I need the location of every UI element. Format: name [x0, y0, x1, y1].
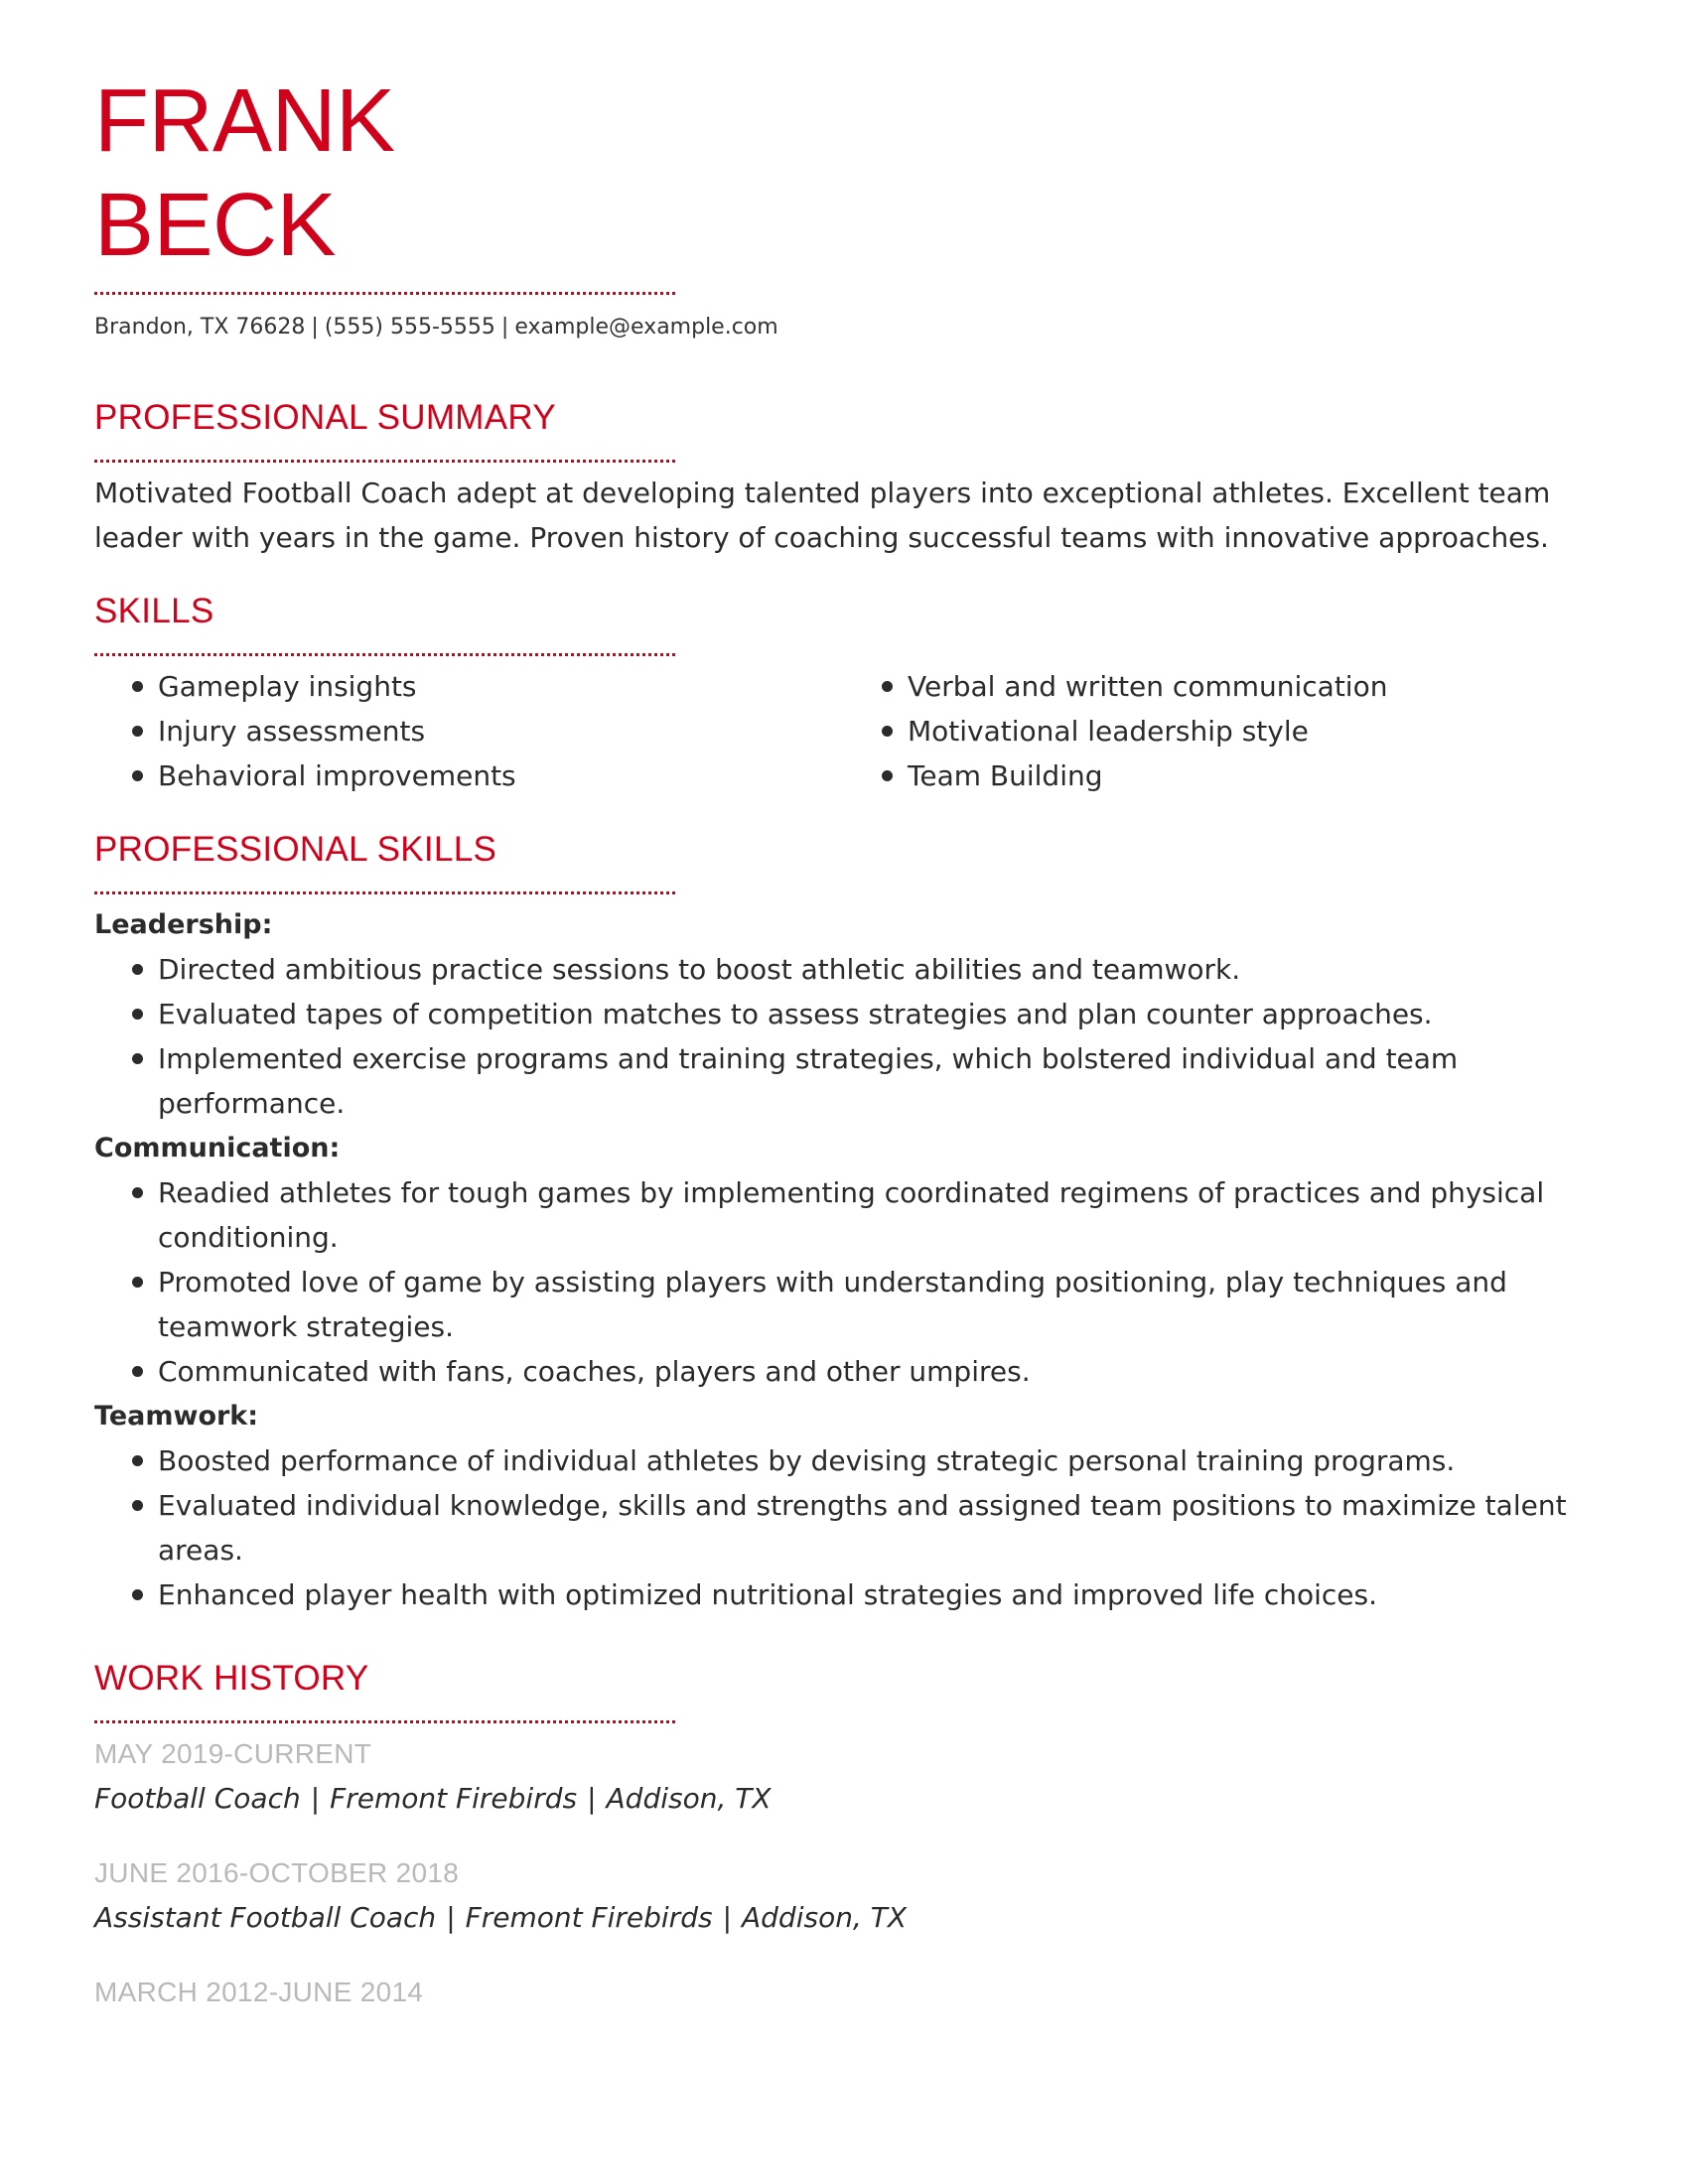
list-item: Evaluated individual knowledge, skills and strengths and assigned team positions to maximize talent areas.: [94, 1483, 1594, 1572]
section-title: WORK HISTORY: [94, 1659, 369, 1698]
summary-text: Motivated Football Coach adept at developing talented players into exceptional athletes. Excellent team leader with years in the game. Proven history of coaching successful teams with innovative approaches.: [94, 477, 1551, 554]
skill-group-list: [94, 947, 1594, 1126]
section-divider: [94, 1720, 675, 1723]
job-entry: [94, 1731, 1594, 1821]
section-title: PROFESSIONAL SKILLS: [94, 830, 497, 869]
job-location: Addison, TX: [742, 1901, 908, 1934]
job-location: Addison, TX: [606, 1782, 772, 1815]
list-item: Enhanced player health with optimized nutritional strategies and improved life choices.: [94, 1572, 1594, 1617]
skill-item: Motivational leadership style: [844, 709, 1594, 753]
jobs-list: [94, 1731, 1594, 2014]
job-separator: |: [587, 1782, 597, 1815]
contact-email: example@example.com: [514, 315, 778, 340]
list-item: Readied athletes for tough games by implementing coordinated regimens of practices and physical conditioning.: [94, 1170, 1594, 1260]
skills-column-left: [94, 664, 844, 798]
contact-separator: |: [311, 315, 319, 340]
skill-group-heading: Communication:: [94, 1133, 341, 1163]
section-divider: [94, 653, 675, 656]
job-separator: |: [446, 1901, 456, 1934]
skill-group-list: [94, 1438, 1594, 1617]
job-entry: [94, 1850, 1594, 1940]
job-dates: MARCH 2012-JUNE 2014: [94, 1977, 424, 2007]
resume-header: [94, 69, 1594, 342]
last-name: BECK: [94, 176, 337, 275]
section-divider: [94, 460, 675, 463]
list-item: Implemented exercise programs and training strategies, which bolstered individual and team performance.: [94, 1036, 1594, 1126]
skill-group-heading: Teamwork:: [94, 1401, 259, 1432]
section-title: PROFESSIONAL SUMMARY: [94, 398, 556, 437]
skill-item: Verbal and written communication: [844, 664, 1594, 709]
skill-group-list: [94, 1170, 1594, 1394]
list-item: Boosted performance of individual athletes by devising strategic personal training programs.: [94, 1438, 1594, 1483]
skill-item: Team Building: [844, 753, 1594, 798]
header-divider: [94, 292, 675, 295]
job-title-line: [94, 1895, 1594, 1940]
skill-group-heading: Leadership:: [94, 909, 273, 940]
contact-separator: |: [500, 315, 509, 340]
job-role: Football Coach: [94, 1782, 301, 1815]
skills-section: [94, 590, 1594, 798]
list-item: Evaluated tapes of competition matches to assess strategies and plan counter approaches.: [94, 992, 1594, 1036]
summary-section: [94, 396, 1594, 560]
skill-item: Gameplay insights: [94, 664, 844, 709]
resume-content: [94, 69, 1594, 2044]
contact-line: [94, 313, 1594, 342]
job-company: Fremont Firebirds: [465, 1901, 713, 1934]
skills-column-right: [844, 664, 1594, 798]
list-item: Directed ambitious practice sessions to boost athletic abilities and teamwork.: [94, 947, 1594, 992]
first-name: FRANK: [94, 71, 395, 171]
list-item: Communicated with fans, coaches, players and other umpires.: [94, 1349, 1594, 1394]
job-company: Fremont Firebirds: [330, 1782, 578, 1815]
job-title-line: [94, 1776, 1594, 1821]
skills-grid: [94, 664, 1594, 798]
job-dates: JUNE 2016-OCTOBER 2018: [94, 1857, 460, 1888]
skill-item: Injury assessments: [94, 709, 844, 753]
contact-phone: (555) 555-5555: [324, 315, 495, 340]
work-history-section: [94, 1657, 1594, 2014]
job-separator: |: [722, 1901, 732, 1934]
professional-skills-body: [94, 902, 1594, 1617]
job-separator: |: [310, 1782, 321, 1815]
job-entry: [94, 1970, 1594, 2014]
list-item: Promoted love of game by assisting players with understanding positioning, play techniques and teamwork strategies.: [94, 1260, 1594, 1349]
job-role: Assistant Football Coach: [94, 1901, 437, 1934]
section-title: SKILLS: [94, 592, 214, 630]
job-dates: MAY 2019-CURRENT: [94, 1738, 372, 1769]
professional-skills-section: [94, 828, 1594, 1617]
section-divider: [94, 891, 675, 894]
contact-location: Brandon, TX 76628: [94, 315, 306, 340]
skill-item: Behavioral improvements: [94, 753, 844, 798]
